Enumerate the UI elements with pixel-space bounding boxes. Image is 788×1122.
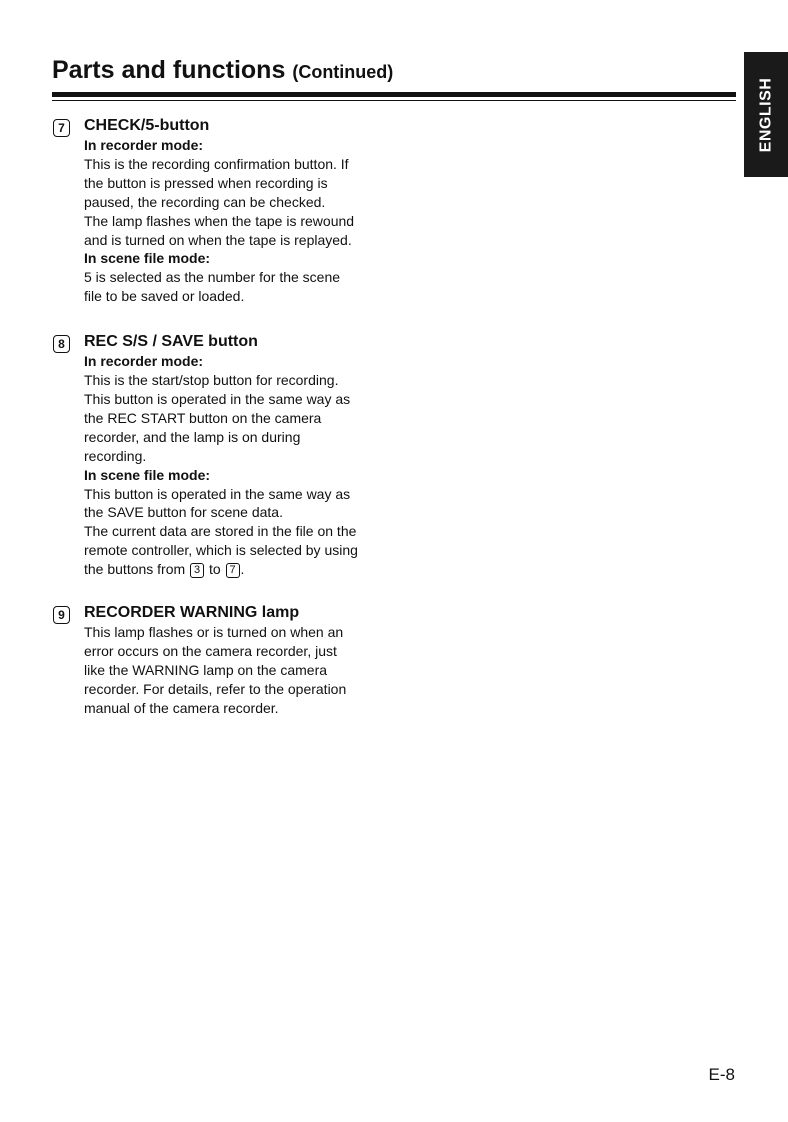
sections-list bbox=[52, 116, 382, 718]
mode-heading: In recorder mode: bbox=[84, 137, 204, 153]
section-title: RECORDER WARNING lamp bbox=[84, 604, 300, 622]
description-line: file to be saved or loaded. bbox=[84, 288, 245, 305]
description-line: This button is operated in the same way as bbox=[84, 485, 351, 502]
description-line: recorder, and the lamp is on during bbox=[84, 428, 301, 445]
description-line: The current data are stored in the file on the bbox=[84, 523, 357, 540]
item-number-badge: 8 bbox=[53, 335, 70, 353]
line-text: the buttons from bbox=[84, 561, 186, 578]
description-line: This button is operated in the same way as bbox=[84, 390, 351, 407]
language-tab-label: ENGLISH bbox=[757, 77, 774, 152]
description-line: error occurs on the camera recorder, just bbox=[84, 642, 337, 659]
mode-heading: In recorder mode: bbox=[84, 353, 204, 370]
header-rule-thick bbox=[52, 92, 736, 97]
part-section bbox=[52, 603, 382, 718]
button-number-ref: 3 bbox=[190, 563, 204, 578]
description-line: manual of the camera recorder. bbox=[84, 699, 279, 716]
page-title-main: Parts and functions bbox=[52, 56, 286, 84]
description-line: and is turned on when the tape is replayed. bbox=[84, 231, 352, 248]
line-text: . bbox=[240, 561, 245, 578]
description-line: the REC START button on the camera bbox=[84, 409, 322, 426]
header-rule-thin bbox=[52, 100, 736, 101]
description-line: paused, the recording can be checked. bbox=[84, 193, 326, 210]
part-section bbox=[52, 116, 382, 306]
description-line: This lamp flashes or is turned on when an bbox=[84, 624, 344, 641]
description-line: recorder. For details, refer to the operation bbox=[84, 680, 347, 697]
language-tab bbox=[744, 52, 788, 177]
button-number-ref: 7 bbox=[226, 563, 240, 578]
description-line: like the WARNING lamp on the camera bbox=[84, 661, 328, 678]
description-line: remote controller, which is selected by using bbox=[84, 542, 358, 559]
mode-heading: In scene file mode: bbox=[84, 250, 211, 267]
page-title bbox=[52, 56, 393, 85]
item-number-badge: 9 bbox=[53, 606, 70, 624]
description-line: 5 is selected as the number for the scene bbox=[84, 269, 341, 286]
description-line: This is the start/stop button for recording. bbox=[84, 372, 339, 389]
part-section bbox=[52, 332, 382, 579]
section-title: REC S/S / SAVE button bbox=[84, 333, 258, 351]
description-line: The lamp flashes when the tape is rewound bbox=[84, 212, 355, 229]
description-line: the button is pressed when recording is bbox=[84, 174, 328, 191]
line-text: to bbox=[208, 561, 221, 578]
page-number: E-8 bbox=[708, 1065, 735, 1084]
item-number-badge: 7 bbox=[53, 119, 70, 137]
mode-heading: In scene file mode: bbox=[84, 466, 211, 483]
description-line: recording. bbox=[84, 447, 147, 464]
description-line bbox=[84, 560, 382, 579]
page-title-continued: (Continued) bbox=[292, 62, 394, 82]
description-line: the SAVE button for scene data. bbox=[84, 504, 283, 521]
section-title: CHECK/5-button bbox=[84, 117, 210, 134]
description-line: This is the recording confirmation button. If bbox=[84, 155, 349, 172]
